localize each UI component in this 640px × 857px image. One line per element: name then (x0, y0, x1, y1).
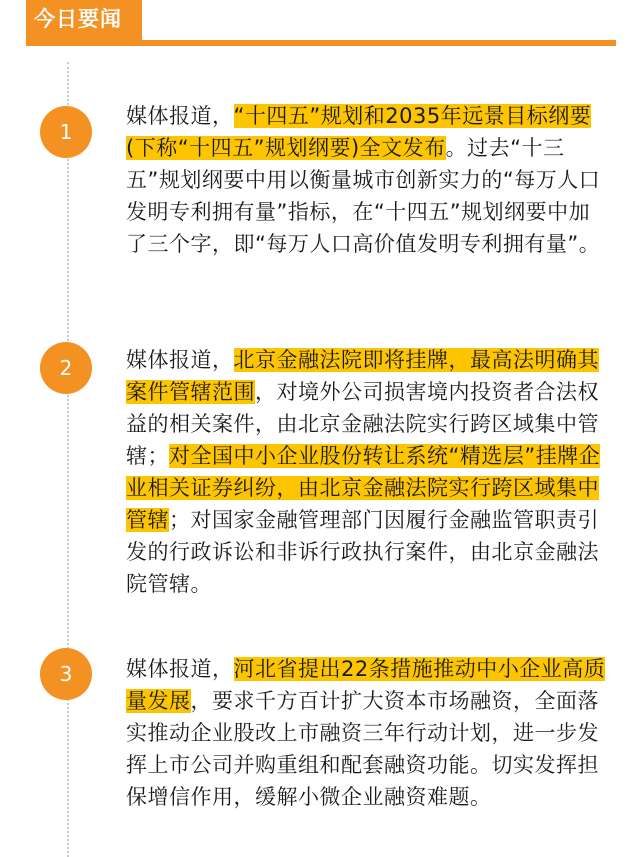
news-item-2 (126, 344, 610, 600)
news-item-1 (126, 100, 610, 260)
news-item-prefix: 媒体报道， (126, 348, 234, 372)
item-number-badge: 3 (40, 648, 92, 700)
news-item-highlight: 河北省提出22条措施推动中小企业高质量发展 (126, 657, 606, 713)
item-number-badge: 2 (40, 342, 92, 394)
header-underline-left (26, 40, 142, 46)
news-item-highlight: 北京金融法院即将挂牌，最高法明确其案件管辖范围 (126, 348, 599, 404)
news-item-prefix: 媒体报道， (126, 657, 234, 681)
news-item-highlight: “十四五”规划和2035年远景目标纲要(下称“十四五”规划纲要)全文发布 (126, 104, 592, 160)
news-item-body: ；对国家金融管理部门因履行金融监管职责引发的行政诉讼和非诉行政执行案件，由北京金融法院管辖。 (126, 508, 599, 596)
section-header (0, 0, 640, 48)
news-item-body: 。过去“十三五”规划纲要中用以衡量城市创新实力的“每万人口发明专利拥有量”指标，在“十四五”规划纲要中加了三个字，即“每万人口高价值发明专利拥有量”。 (126, 136, 601, 256)
news-item-highlight: 对全国中小企业股份转让系统“精选层”挂牌企业相关证券纠纷，由北京金融法院实行跨区域集中管辖 (126, 444, 601, 532)
timeline-dotted-line (67, 62, 69, 857)
section-title: 今日要闻 (26, 0, 142, 40)
news-item-3 (126, 653, 610, 813)
item-number-badge: 1 (40, 106, 92, 158)
news-item-body: ，对境外公司损害境内投资者合法权益的相关案件，由北京金融法院实行跨区域集中管辖； (126, 380, 599, 468)
news-item-body: ，要求千方百计扩大资本市场融资，全面落实推动企业股改上市融资三年行动计划，进一步发挥上市公司并购重组和配套融资功能。切实发挥担保增信作用，缓解小微企业融资难题。 (126, 689, 599, 809)
header-divider-line (142, 40, 616, 46)
news-item-prefix: 媒体报道， (126, 104, 234, 128)
